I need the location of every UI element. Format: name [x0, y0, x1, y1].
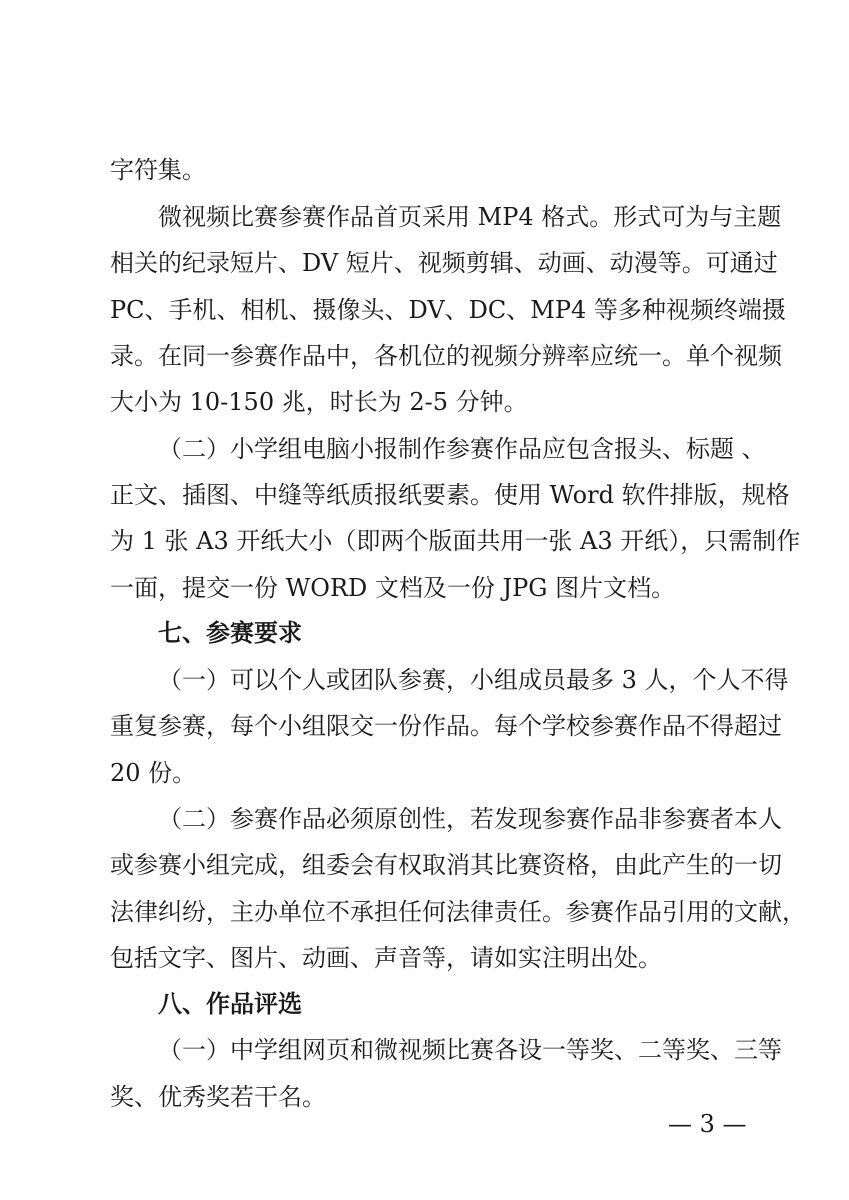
text-line: 20 份。: [110, 759, 197, 787]
text-line: （一）中学组网页和微视频比赛各设一等奖、二等奖、三等: [158, 1036, 782, 1064]
text-line: （一）可以个人或团队参赛，小组成员最多 3 人，个人不得: [158, 666, 789, 694]
text-line: （二）参赛作品必须原创性，若发现参赛作品非参赛者本人: [158, 805, 782, 833]
text-line: 一面，提交一份 WORD 文档及一份 JPG 图片文档。: [110, 574, 676, 602]
section-heading: 八、作品评选: [158, 990, 302, 1018]
text-line: （二）小学组电脑小报制作参赛作品应包含报头、标题 、: [158, 435, 766, 463]
text-line: 包括文字、图片、动画、声音等，请如实注明出处。: [110, 944, 662, 972]
text-line: 相关的纪录短片、DV 短片、视频剪辑、动画、动漫等。可通过: [110, 249, 778, 277]
text-line: PC、手机、相机、摄像头、DV、DC、MP4 等多种视频终端摄: [110, 296, 786, 324]
text-line: 微视频比赛参赛作品首页采用 MP4 格式。形式可为与主题: [158, 203, 782, 231]
text-line: 法律纠纷，主办单位不承担任何法律责任。参赛作品引用的文献，: [110, 898, 806, 926]
text-line: 为 1 张 A3 开纸大小（即两个版面共用一张 A3 开纸），只需制作: [110, 527, 801, 555]
text-line: 或参赛小组完成，组委会有权取消其比赛资格，由此产生的一切: [110, 851, 782, 879]
text-line: 正文、插图、中缝等纸质报纸要素。使用 Word 软件排版，规格: [110, 481, 790, 509]
text-line: 录。在同一参赛作品中，各机位的视频分辨率应统一。单个视频: [110, 342, 782, 370]
text-line: 字符集。: [110, 156, 206, 184]
text-line: 奖、优秀奖若干名。: [110, 1083, 326, 1111]
text-line: 大小为 10-150 兆，时长为 2-5 分钟。: [110, 388, 528, 416]
section-heading: 七、参赛要求: [158, 619, 302, 647]
page-number: — 3 —: [668, 1110, 747, 1138]
text-line: 重复参赛，每个小组限交一份作品。每个学校参赛作品不得超过: [110, 712, 782, 740]
